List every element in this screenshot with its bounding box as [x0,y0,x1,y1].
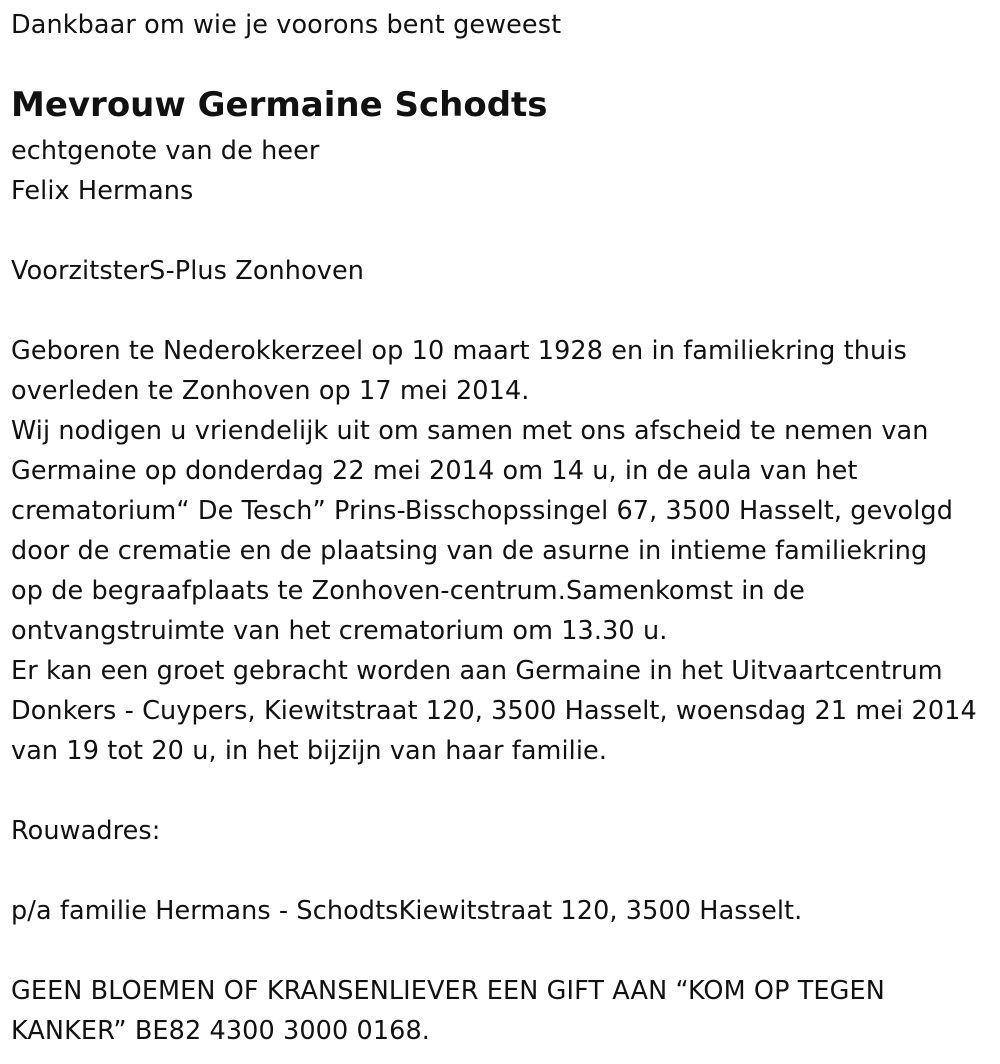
body-line: ontvangstruimte van het crematorium om 13.30 u. [11,616,668,646]
spouse-line-1: echtgenote van de heer [11,136,320,166]
intro-text: Dankbaar om wie je voorons bent geweest [11,10,562,40]
body-line: door de crematie en de plaatsing van de asurne in intieme familiekring [11,536,928,566]
body-line: van 19 tot 20 u, in het bijzijn van haar familie. [11,736,608,766]
closing-line: GEEN BLOEMEN OF KRANSENLIEVER EEN GIFT AAN “KOM OP TEGEN [11,976,885,1006]
spacer [11,851,1000,891]
body-line: Er kan een groet gebracht worden aan Germaine in het Uitvaartcentrum [11,656,943,686]
body-line: Geboren te Nederokkerzeel op 10 maart 1928 en in familiekring thuis [11,336,907,366]
role-text: VoorzitsterS-Plus Zonhoven [11,256,365,286]
address-label: Rouwadres: [11,816,161,846]
spouse-line-2: Felix Hermans [11,176,194,206]
spacer [11,291,1000,331]
spacer [11,771,1000,811]
body-line: Germaine op donderdag 22 mei 2014 om 14 u, in de aula van het [11,456,858,486]
body-line: overleden te Zonhoven op 17 mei 2014. [11,376,530,406]
spacer [11,211,1000,251]
address-text: p/a familie Hermans - SchodtsKiewitstraat 120, 3500 Hasselt. [11,896,803,926]
closing-block [11,971,1000,1051]
spouse-block [11,131,1000,211]
deceased-name: Mevrouw Germaine Schodts [11,85,548,125]
spacer [11,931,1000,971]
spacer [11,45,1000,79]
body-line: crematorium“ De Tesch” Prins-Bisschopssingel 67, 3500 Hasselt, gevolgd [11,496,954,526]
body-text [11,331,1000,771]
body-line: Wij nodigen u vriendelijk uit om samen met ons afscheid te nemen van [11,416,929,446]
body-line: op de begraafplaats te Zonhoven-centrum.Samenkomst in de [11,576,805,606]
body-line: Donkers - Cuypers, Kiewitstraat 120, 3500 Hasselt, woensdag 21 mei 2014 [11,696,977,726]
closing-line: KANKER” BE82 4300 3000 0168. [11,1016,430,1046]
